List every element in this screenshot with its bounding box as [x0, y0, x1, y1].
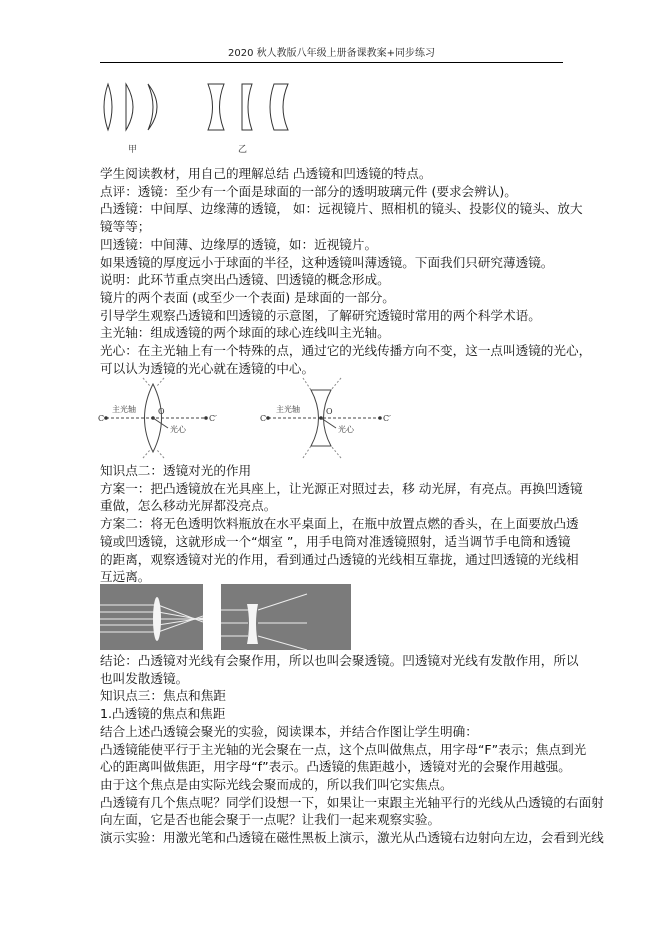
text-line: 镜或凹透镜，这就形成一个“烟室 ”，用手电筒对准透镜照射，适当调节手电筒和透镜 [100, 533, 571, 549]
text-line: 点评：透镜：至少有一个面是球面的一部分的透明玻璃元件 (要求会辨认)。 [100, 183, 517, 199]
text-line: 的距离，观察透镜对光的作用，看到通过凸透镜的光线相互靠拢，通过凹透镜的光线相 [100, 551, 579, 567]
label-o-2: O [326, 407, 333, 416]
concave-lens-photo [221, 584, 351, 650]
label-c-2: C [260, 414, 267, 423]
text-line: 镜等等； [100, 219, 151, 235]
text-line: 凸透镜：中间厚、边缘薄的透镜， 如：远视镜片、照相机的镜头、投影仪的镜头、放大 [100, 201, 583, 217]
convex-lens-photo [100, 584, 203, 650]
text-block-b [100, 462, 583, 586]
meniscus-convex-lens [148, 84, 157, 130]
text-line: 方案二：将无色透明饮料瓶放在水平桌面上，在瓶中放置点燃的香头，在上面要放凸透 [100, 516, 579, 532]
label-c-prime-2: C′ [383, 414, 391, 423]
label-concave: 乙 [238, 145, 248, 155]
header-rule [100, 62, 563, 63]
label-c: C [98, 414, 105, 423]
biconcave-lens [208, 84, 224, 130]
text-line: 重做，怎么移动光屏都没亮点。 [100, 498, 277, 514]
biconvex-lens [104, 84, 112, 130]
text-line: 引导学生观察凸透镜和凹透镜的示意图，了解研究透镜时常用的两个科学术语。 [100, 307, 541, 323]
planoconvex-lens [126, 84, 133, 130]
planoconcave-lens [242, 84, 252, 130]
text-line: 凸透镜能使平行于主光轴的光会聚在一点，这个点叫做焦点，用字母“F”表示；焦点到光 [100, 741, 587, 757]
text-line: 结合上述凸透镜会聚光的实验，阅读课本，并结合作图让学生明确： [100, 723, 478, 739]
text-line: 光心：在主光轴上有一个特殊的点，通过它的光线传播方向不变，这一点叫透镜的光心， [100, 343, 592, 359]
text-line: 1.凸透镜的焦点和焦距 [100, 706, 226, 722]
text-line: 心的距离叫做焦距，用字母“f”表示。凸透镜的焦距越小，透镜对光的会聚作用越强。 [100, 759, 571, 775]
label-center-2: 光心 [338, 425, 354, 434]
lens-types-figure [98, 80, 298, 160]
text-line: 演示实验：用激光笔和凸透镜在磁性黑板上演示，激光从凸透镜右边射向左边，会看到光线 [100, 830, 604, 846]
text-block-c [100, 652, 604, 847]
label-o: O [158, 407, 165, 416]
text-line: 主光轴：组成透镜的两个球面的球心连线叫主光轴。 [100, 325, 390, 341]
text-line: 结论：凸透镜对光线有会聚作用，所以也叫会聚透镜。凹透镜对光线有发散作用，所以 [100, 653, 579, 668]
page-header: 2020 秋人教版八年级上册备课教案+同步练习 [227, 48, 435, 59]
text-line: 如果透镜的厚度远小于球面的半径，这种透镜叫薄透镜。下面我们只研究薄透镜。 [100, 254, 554, 270]
text-line: 可以认为透镜的光心就在透镜的中心。 [100, 360, 315, 376]
text-line: 凸透镜有几个焦点呢？同学们设想一下，如果让一束跟主光轴平行的光线从凸透镜的右面射 [100, 794, 604, 810]
text-line: 也叫发散透镜。 [100, 670, 189, 686]
optical-axis-figure [98, 376, 398, 462]
label-center: 光心 [170, 425, 186, 434]
text-line: 互远离。 [100, 569, 151, 585]
text-line: 向左面，它是否也能会聚于一点呢？让我们一起来观察实验。 [100, 812, 441, 828]
label-axis-2: 主光轴 [276, 405, 300, 414]
label-axis: 主光轴 [112, 405, 136, 414]
text-line: 知识点三：焦点和焦距 [100, 688, 226, 704]
text-line: 凹透镜：中间薄、边缘厚的透镜，如：近视镜片。 [100, 236, 378, 252]
text-line: 学生阅读教材，用自己的理解总结 凸透镜和凹透镜的特点。 [100, 166, 432, 181]
label-convex: 甲 [128, 145, 138, 155]
text-line: 镜片的两个表面 (或至少一个表面) 是球面的一部分。 [100, 289, 395, 305]
label-c-prime: C′ [209, 414, 217, 423]
text-line: 说明：此环节重点突出凸透镜、凹透镜的概念形成。 [100, 272, 390, 288]
text-block-a [100, 165, 592, 377]
text-line: 方案一：把凸透镜放在光具座上，让光源正对照过去，移 动光屏，有亮点。再换凹透镜 [100, 480, 583, 496]
meniscus-concave-lens [270, 84, 288, 130]
text-line: 由于这个焦点是由实际光线会聚而成的，所以我们叫它实焦点。 [100, 776, 453, 792]
text-line: 知识点二：透镜对光的作用 [100, 463, 252, 478]
